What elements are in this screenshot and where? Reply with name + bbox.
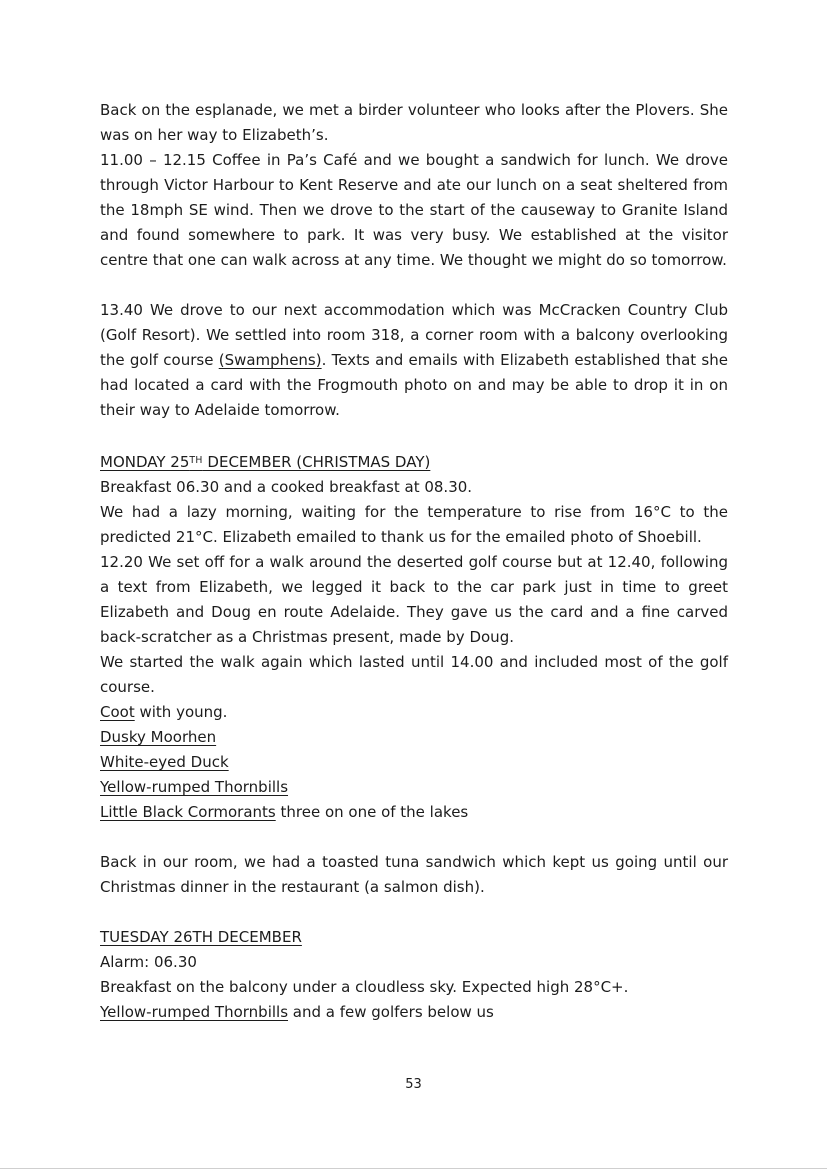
text-run: TH xyxy=(189,455,203,466)
text-run: We started the walk again which lasted until 14.00 and included most of the golf course. xyxy=(100,653,728,697)
text-run: with young. xyxy=(134,703,228,722)
text-run: Breakfast 06.30 and a cooked breakfast at 08.30. xyxy=(100,478,473,497)
text-run: (Swamphens) xyxy=(218,351,322,369)
paragraph xyxy=(100,975,728,1000)
blank-line xyxy=(100,273,728,298)
text-run: Alarm: 06.30 xyxy=(100,953,197,972)
text-run: Yellow-rumped Thornbills xyxy=(100,778,289,797)
text-run: Dusky Moorhen xyxy=(100,728,217,747)
paragraph xyxy=(100,650,728,700)
text-run: Yellow-rumped Thornbills xyxy=(100,1003,289,1022)
paragraph xyxy=(100,1000,728,1025)
page-number: 53 xyxy=(405,1077,422,1092)
text-run: White-eyed Duck xyxy=(100,753,229,772)
paragraph xyxy=(100,700,728,725)
paragraph xyxy=(100,500,728,550)
section-heading xyxy=(100,448,728,475)
text-run: We had a lazy morning, waiting for the temperature to rise from 16°C to the predicted 21°C. Elizabeth emailed to thank us for the emailed photo of Shoebill. xyxy=(100,503,728,547)
text-run: 11.00 – 12.15 Coffee in Pa’s Café and we bought a sandwich for lunch. We drove through Victor Harbour to Kent Reserve and ate our lunch on a seat sheltered from the 18mph SE wind. Then we drove to the start of the causeway to Granite Island and found somewhere to park. It was very busy. We established at the visitor centre that one can walk across at any time. We thought we might do so tomorrow. xyxy=(100,151,728,269)
text-run: DECEMBER (CHRISTMAS DAY) xyxy=(202,453,431,472)
paragraph xyxy=(100,800,728,825)
text-run: 12.20 We set off for a walk around the deserted golf course but at 12.40, following a text from Elizabeth, we legged it back to the car park just in time to greet Elizabeth and Doug en route Adelaide. They gave us the card and a fine carved back-scratcher as a Christmas present, made by Doug. xyxy=(100,553,728,647)
blank-line xyxy=(100,825,728,850)
text-run: TUESDAY 26TH DECEMBER xyxy=(100,928,302,947)
paragraph xyxy=(100,148,728,273)
text-run: three on one of the lakes xyxy=(275,803,469,822)
text-run: . Texts and emails with Elizabeth established that she had located a card with the Frogmouth photo on and may be able to drop it in on their way to Adelaide tomorrow. xyxy=(100,351,728,419)
paragraph xyxy=(100,98,728,148)
text-run: Back in our room, we had a toasted tuna sandwich which kept us going until our Christmas dinner in the restaurant (a salmon dish). xyxy=(100,853,728,897)
text-run: Back on the esplanade, we met a birder volunteer who looks after the Plovers. She was on her way to Elizabeth’s. xyxy=(100,101,728,144)
paragraph xyxy=(100,550,728,650)
paragraph xyxy=(100,850,728,900)
paragraph xyxy=(100,725,728,750)
paragraph xyxy=(100,475,728,500)
text-run: and a few golfers below us xyxy=(288,1003,494,1022)
blank-line xyxy=(100,900,728,925)
blank-line xyxy=(100,423,728,448)
paragraph xyxy=(100,298,728,423)
paragraph xyxy=(100,950,728,975)
paragraph xyxy=(100,775,728,800)
text-run: MONDAY 25 xyxy=(100,453,190,472)
paragraph xyxy=(100,750,728,775)
section-heading xyxy=(100,925,728,950)
text-run: Coot xyxy=(100,703,135,722)
document-body xyxy=(100,98,728,1025)
text-run: Breakfast on the balcony under a cloudless sky. Expected high 28°C+. xyxy=(100,978,629,997)
text-run: 13.40 We drove to our next accommodation which was McCracken Country Club (Golf Resort). We settled into room 318, a corner room with a balcony overlooking the golf course xyxy=(100,301,728,369)
text-run: Little Black Cormorants xyxy=(100,803,276,822)
